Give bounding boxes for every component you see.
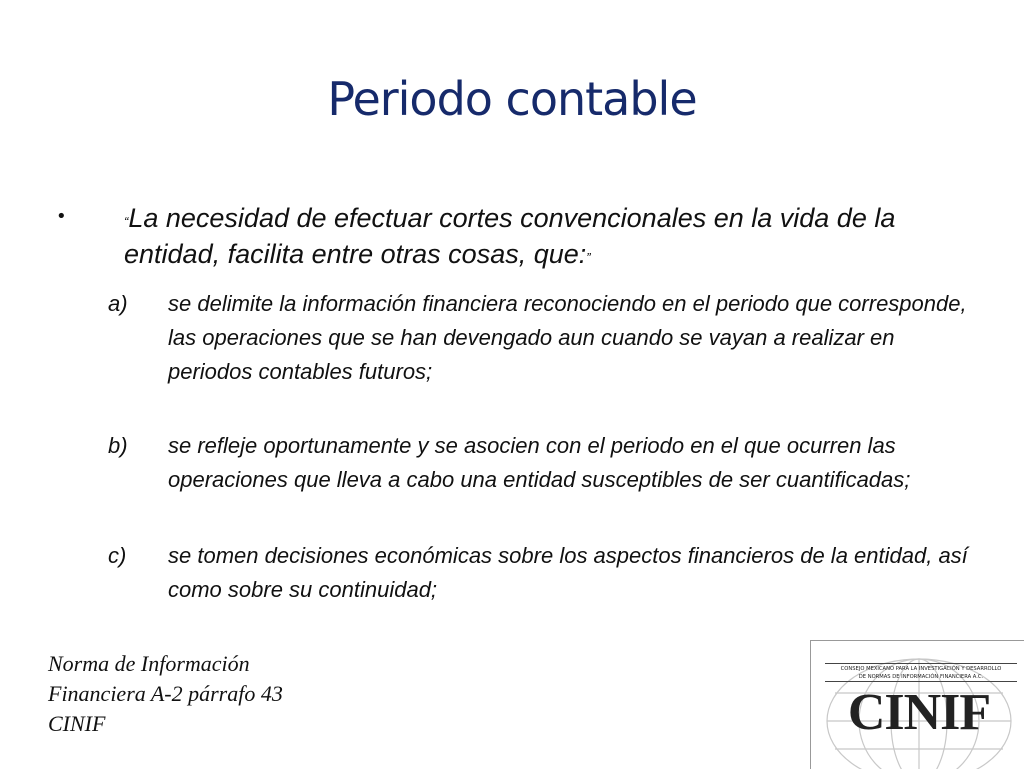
logo-rule-top xyxy=(825,663,1017,664)
logo-wordmark: CINIF xyxy=(847,684,991,741)
quote-close-mark: ” xyxy=(586,250,591,265)
list-item-b xyxy=(108,429,988,497)
quote-text: La necesidad de efectuar cortes convencionales en la vida de la entidad, facilita entre otras cosas, que: xyxy=(124,203,896,269)
list-item-text: se tomen decisiones económicas sobre los aspectos financieros de la entidad, así como sobre su continuidad; xyxy=(168,543,968,602)
list-item-c xyxy=(108,539,988,607)
list-item-label: a) xyxy=(108,291,128,316)
quote-paragraph xyxy=(124,200,964,272)
list-item-label: c) xyxy=(108,543,127,568)
source-line: Financiera A-2 párrafo 43 xyxy=(48,681,283,706)
cinif-logo-icon xyxy=(811,641,1024,769)
logo-tagline-2: DE NORMAS DE INFORMACIÓN FINANCIERA A.C. xyxy=(858,674,984,680)
logo-rule-bottom xyxy=(825,681,1017,682)
list-item-text: se refleje oportunamente y se asocien con el periodo en el que ocurren las operaciones que lleva a cabo una entidad susceptibles de ser cuantificadas; xyxy=(168,433,911,492)
source-citation xyxy=(48,649,283,739)
bullet-point-icon: • xyxy=(56,206,67,227)
logo-tagline-1: CONSEJO MEXICANO PARA LA INVESTIGACIÓN Y DESARROLLO xyxy=(840,666,1002,672)
cinif-logo xyxy=(810,640,1024,769)
source-line: Norma de Información xyxy=(48,651,250,676)
list-item-a xyxy=(108,287,988,389)
quote-open-mark: “ xyxy=(124,214,129,229)
list-item-text: se delimite la información financiera reconociendo en el periodo que corresponde, las operaciones que se han devengado aun cuando se vayan a realizar en periodos contables futuros; xyxy=(168,291,967,384)
source-line: CINIF xyxy=(48,711,106,736)
slide-title: Periodo contable xyxy=(327,72,697,126)
list-item-label: b) xyxy=(108,433,128,458)
